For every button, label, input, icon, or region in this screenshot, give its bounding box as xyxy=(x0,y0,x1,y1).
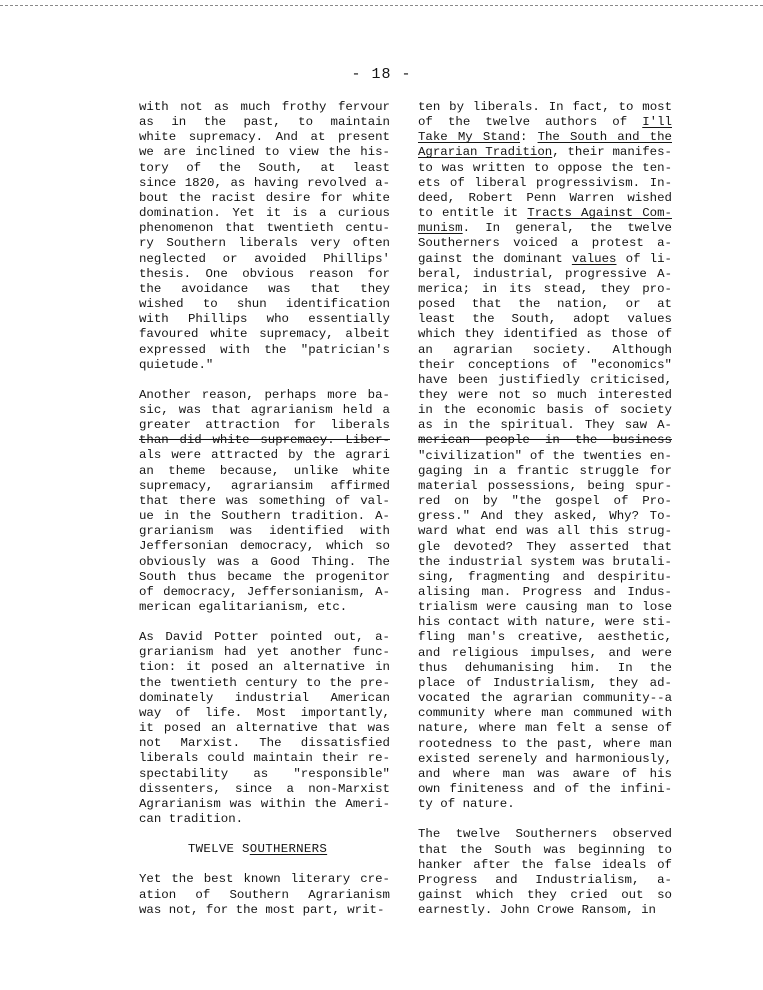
heading-text-b: OUTHERNERS xyxy=(249,842,328,857)
text-line: tory of the South, at least xyxy=(139,160,390,175)
text-line: neglected or avoided Phillips' xyxy=(139,251,390,266)
text-line: gainst which they cried out so xyxy=(418,887,672,902)
text-line: nature, where man felt a sense of xyxy=(418,721,672,736)
text-line: sic, was that agrarianism held a xyxy=(139,402,390,417)
text-line: ry Southern liberals very often xyxy=(139,236,390,251)
text-line: gle devoted? They asserted that xyxy=(418,539,672,554)
heading-text-a: TWELVE S xyxy=(187,842,250,857)
text-line: place of Industrialism, they ad- xyxy=(418,675,672,690)
text-line: as in the past, to maintain xyxy=(139,115,390,130)
text-line: than did white supremacy. Liber- xyxy=(139,433,390,448)
text-line xyxy=(418,252,672,267)
left-paragraph-1 xyxy=(139,100,390,373)
right-column xyxy=(418,100,672,918)
text-line: Another reason, perhaps more ba- xyxy=(139,387,390,402)
book-subtitle-part-2: Agrarian Tradition xyxy=(418,145,553,160)
text-line: ten by liberals. In fact, to most xyxy=(418,100,672,114)
text-line: ets of liberal progressivism. In- xyxy=(418,175,672,190)
text-line: deed, Robert Penn Warren wished xyxy=(418,190,672,205)
text-line: grarianism was identified with xyxy=(139,524,390,539)
text-line: the industrial system was brutali- xyxy=(418,554,672,569)
text-line: to was written to oppose the ten- xyxy=(418,160,672,175)
text-line: vocated the agrarian community--a xyxy=(418,691,672,706)
text-line: their conceptions of "economics" xyxy=(418,357,672,372)
text-line: own finiteness and of the infini- xyxy=(418,782,672,797)
text-line: grarianism had yet another func- xyxy=(139,645,390,660)
text-line: can tradition. xyxy=(139,812,244,827)
text-line: rootedness to the past, where man xyxy=(418,736,672,751)
text-line xyxy=(418,130,672,145)
text-line: they were not so much interested xyxy=(418,387,672,402)
text-line: alising man. Progress and Indus- xyxy=(418,585,672,599)
text-line: with Phillips who essentially xyxy=(139,312,390,327)
book-subtitle-part-1: The South and the xyxy=(537,130,672,145)
text-run: of li- xyxy=(616,251,672,266)
text-line: greater attraction for liberals xyxy=(139,418,390,433)
text-line: beral, industrial, progressive A- xyxy=(418,266,672,281)
text-line: posed that the nation, or at xyxy=(418,297,672,312)
text-run: of the twelve authors of xyxy=(418,115,643,130)
text-line: dissenters, since a non-Marxist xyxy=(139,781,390,796)
top-dashed-rule xyxy=(0,5,763,6)
text-line: dominately industrial American xyxy=(139,690,390,705)
text-line: material possessions, being spur- xyxy=(418,478,672,493)
text-line: an agrarian society. Although xyxy=(418,342,672,357)
text-line: Agrarianism was within the Ameri- xyxy=(139,796,390,811)
text-run: . In general, the twelve xyxy=(462,221,672,236)
text-line: white supremacy. And at present xyxy=(139,130,390,145)
text-line: Southerners voiced a protest a- xyxy=(418,236,672,251)
book-title-take-my-stand: Take My Stand xyxy=(418,130,521,145)
text-line: have been justifiedly criticised, xyxy=(418,372,672,387)
text-line: not Marxist. The dissatisfied xyxy=(139,736,390,751)
text-line: sing, fragmenting and despiritu- xyxy=(418,569,672,584)
text-line: community where man communed with xyxy=(418,706,672,721)
text-line: expressed with the "patrician's xyxy=(139,342,390,357)
text-line: which they identified as those of xyxy=(418,327,672,342)
text-line: his contact with nature, were sti- xyxy=(418,615,672,630)
text-line: obviously was a Good Thing. The xyxy=(139,554,390,569)
text-line: an theme because, unlike white xyxy=(139,463,390,478)
text-line: we are inclined to view the his- xyxy=(139,145,390,160)
text-line: ty of nature. xyxy=(418,797,515,812)
text-line: ation of Southern Agrarianism xyxy=(139,887,390,902)
right-paragraph-1-rest xyxy=(418,267,672,813)
section-heading xyxy=(139,842,390,857)
tract-title-part-2: munism xyxy=(418,221,463,236)
text-line: phenomenon that twentieth centu- xyxy=(139,221,390,236)
text-line: of democracy, Jeffersonianism, A- xyxy=(139,584,390,599)
text-line: and religious impulses, and were xyxy=(418,645,672,660)
right-paragraph-1 xyxy=(418,100,672,812)
text-run: gainst the dominant xyxy=(418,251,572,266)
text-line: As David Potter pointed out, a- xyxy=(139,630,390,645)
page-number: - 18 - xyxy=(351,66,412,83)
text-line: with not as much frothy fervour xyxy=(139,100,390,114)
text-line: Progress and Industrialism, a- xyxy=(418,872,672,887)
text-line: trialism were causing man to lose xyxy=(418,600,672,615)
text-line: favoured white supremacy, albeit xyxy=(139,327,390,342)
text-line: it posed an alternative that was xyxy=(139,721,390,736)
text-line: South thus became the progenitor xyxy=(139,569,390,584)
left-paragraph-3 xyxy=(139,630,390,827)
text-line: that there was something of val- xyxy=(139,493,390,508)
text-line: gress." And they asked, Why? To- xyxy=(418,509,672,524)
text-line: als were attracted by the agrari xyxy=(139,448,390,463)
text-line: the avoidance was that they xyxy=(139,281,390,296)
values-emphasis: values xyxy=(571,251,617,266)
text-line: the twentieth century to the pre- xyxy=(139,675,390,690)
text-line: thus dehumanising him. In the xyxy=(418,660,672,675)
text-run: to entitle it xyxy=(418,206,528,221)
left-paragraph-4 xyxy=(139,872,390,917)
text-line xyxy=(418,221,672,236)
text-run: : xyxy=(520,130,538,145)
text-line: domination. Yet it is a curious xyxy=(139,206,390,221)
right-paragraph-2 xyxy=(418,827,672,918)
text-line: The twelve Southerners observed xyxy=(418,827,672,842)
text-line: earnestly. John Crowe Ransom, in xyxy=(418,903,656,918)
text-line: "civilization" of the twenties en- xyxy=(418,448,672,463)
text-line: wished to shun identification xyxy=(139,297,390,312)
text-line: spectability as "responsible" xyxy=(139,766,390,781)
text-line xyxy=(418,206,672,221)
book-title-ill: I'll xyxy=(642,115,672,130)
text-line: quietude." xyxy=(139,357,214,372)
text-line: way of life. Most importantly, xyxy=(139,705,390,720)
text-line: and where man was aware of his xyxy=(418,766,672,781)
text-line: merican people in the business xyxy=(418,433,672,448)
text-line: red on by "the gospel of Pro- xyxy=(418,494,672,509)
text-line xyxy=(418,145,672,160)
text-line: merican egalitarianism, etc. xyxy=(139,600,348,614)
text-line: that the South was beginning to xyxy=(418,842,672,857)
text-line: was not, for the most part, writ- xyxy=(139,902,385,917)
text-line: existed serenely and harmoniously, xyxy=(418,751,672,766)
text-line: in the economic basis of society xyxy=(418,403,672,418)
text-line: as in the spiritual. They saw A- xyxy=(418,418,672,433)
text-line: fling man's creative, aesthetic, xyxy=(418,630,672,645)
text-line: merica; in its stead, they pro- xyxy=(418,281,672,296)
text-line: since 1820, as having revolved a- xyxy=(139,175,390,190)
text-run: , their manifes- xyxy=(552,145,672,160)
text-line: least the South, adopt values xyxy=(418,312,672,327)
text-line: Yet the best known literary cre- xyxy=(139,872,390,887)
text-line: hanker after the false ideals of xyxy=(418,857,672,872)
text-line: supremacy, agrariansim affirmed xyxy=(139,478,390,493)
text-line: thesis. One obvious reason for xyxy=(139,266,390,281)
text-line: liberals could maintain their re- xyxy=(139,751,390,766)
text-line xyxy=(418,115,672,130)
text-line: gaging in a frantic struggle for xyxy=(418,463,672,478)
text-line: ue in the Southern tradition. A- xyxy=(139,509,390,524)
text-line: bout the racist desire for white xyxy=(139,190,390,205)
left-column xyxy=(139,100,390,918)
text-line: ward what end was all this strug- xyxy=(418,524,672,539)
text-line: Jeffersonian democracy, which so xyxy=(139,539,390,554)
text-line: tion: it posed an alternative in xyxy=(139,660,390,675)
tract-title-part-1: Tracts Against Com- xyxy=(527,206,672,221)
left-paragraph-2 xyxy=(139,388,390,615)
